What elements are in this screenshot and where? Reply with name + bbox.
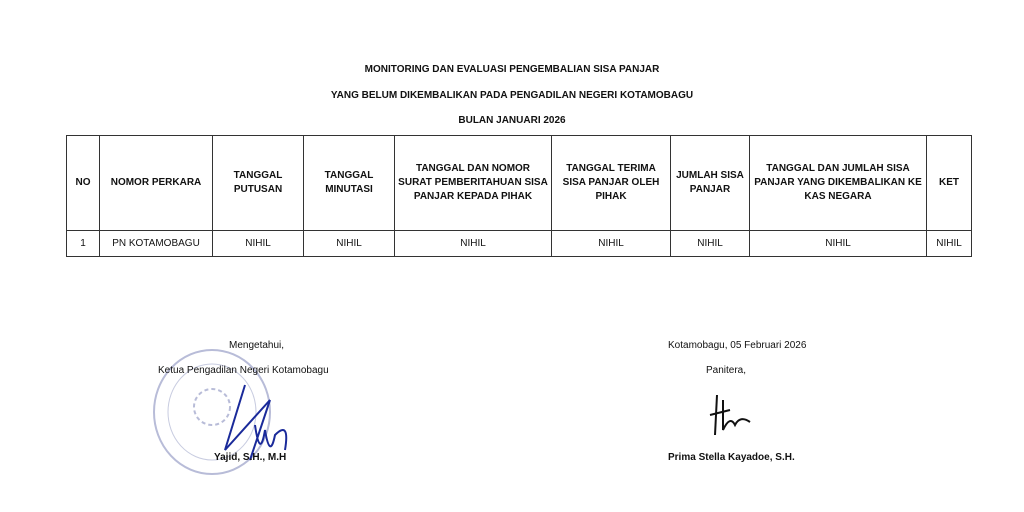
header-cell: TANGGAL MINUTASI: [304, 136, 395, 231]
cell: NIHIL: [304, 231, 395, 257]
signature-right: [705, 390, 755, 440]
header-cell: NO: [67, 136, 100, 231]
cell: NIHIL: [213, 231, 304, 257]
left-intro: Mengetahui,: [229, 340, 285, 351]
left-name: Yajid, S.H., M.H: [214, 452, 287, 463]
cell: NIHIL: [927, 231, 972, 257]
header-cell: TANGGAL DAN JUMLAH SISA PANJAR YANG DIKEMBALIKAN KE KAS NEGARA: [750, 136, 927, 231]
left-role: Ketua Pengadilan Negeri Kotamobagu: [158, 365, 329, 376]
header-cell: TANGGAL DAN NOMOR SURAT PEMBERITAHUAN SISA PANJAR KEPADA PIHAK: [395, 136, 552, 231]
doc-title-line1: MONITORING DAN EVALUASI PENGEMBALIAN SISA PANJAR: [364, 64, 660, 75]
table-header-row: [67, 136, 972, 231]
doc-title-line2: YANG BELUM DIKEMBALIKAN PADA PENGADILAN NEGERI KOTAMOBAGU: [330, 90, 694, 101]
header-cell: JUMLAH SISA PANJAR: [671, 136, 750, 231]
table-row: [67, 231, 972, 257]
right-place-date: Kotamobagu, 05 Februari 2026: [668, 340, 807, 351]
cell: PN KOTAMOBAGU: [100, 231, 213, 257]
header-cell: TANGGAL PUTUSAN: [213, 136, 304, 231]
doc-title-line3: BULAN JANUARI 2026: [458, 115, 566, 126]
cell: NIHIL: [750, 231, 927, 257]
right-name: Prima Stella Kayadoe, S.H.: [668, 452, 795, 463]
cell: NIHIL: [552, 231, 671, 257]
cell: 1: [67, 231, 100, 257]
header-cell: NOMOR PERKARA: [100, 136, 213, 231]
header-cell: TANGGAL TERIMA SISA PANJAR OLEH PIHAK: [552, 136, 671, 231]
cell: NIHIL: [671, 231, 750, 257]
header-cell: KET: [927, 136, 972, 231]
right-role: Panitera,: [706, 365, 747, 376]
cell: NIHIL: [395, 231, 552, 257]
monitoring-table: [66, 135, 972, 257]
